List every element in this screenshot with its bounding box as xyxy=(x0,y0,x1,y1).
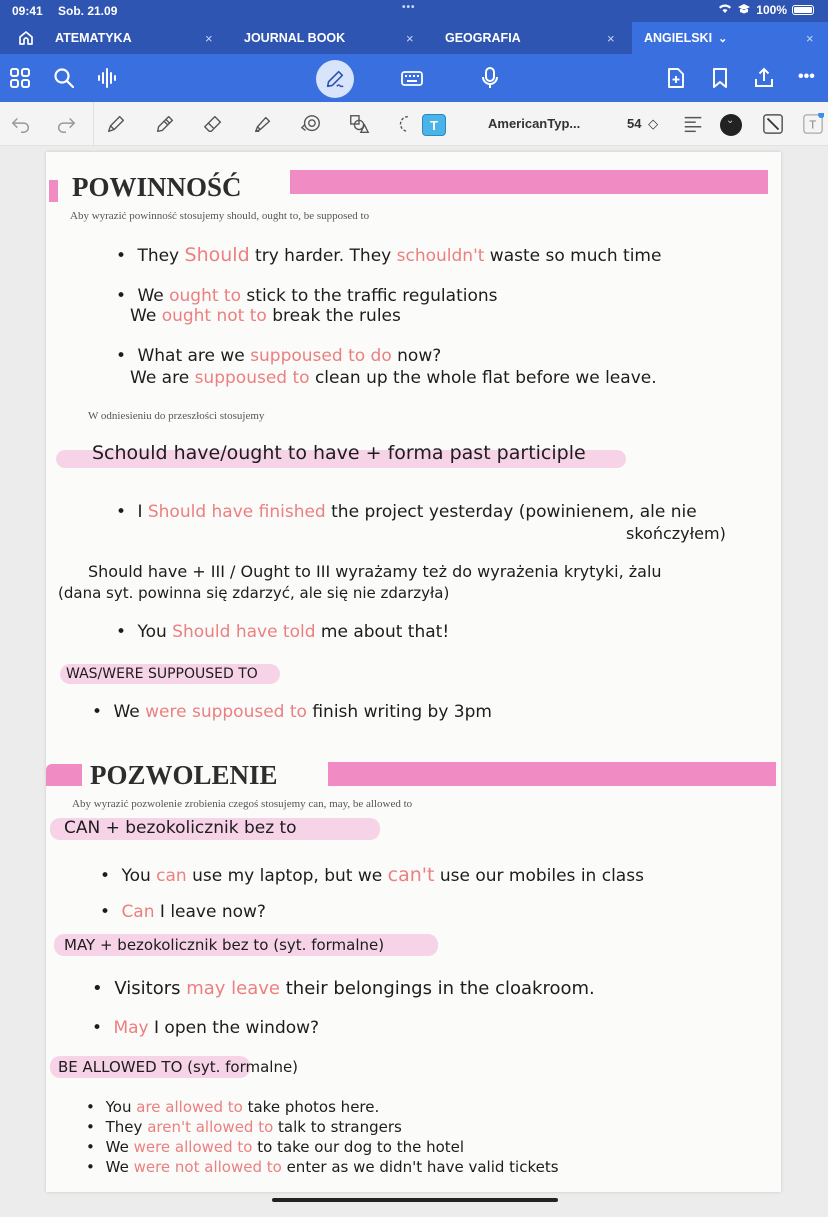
close-icon[interactable]: × xyxy=(607,30,615,46)
may-header: MAY + bezokolicznik bez to (syt. formalne) xyxy=(64,936,385,954)
status-bar xyxy=(0,0,828,22)
allowed-header: BE ALLOWED TO (syt. formalne) xyxy=(58,1058,299,1076)
example-line: • You are allowed to take photos here. xyxy=(86,1098,379,1116)
microphone-icon[interactable] xyxy=(478,66,502,90)
example-line: We ought not to break the rules xyxy=(130,306,401,326)
example-line: skończyłem) xyxy=(626,524,726,543)
battery-icon xyxy=(792,5,814,15)
example-line: • I Should have finished the project yesterday (powinienem, ale nie xyxy=(116,502,697,522)
lasso-tool-icon[interactable] xyxy=(395,113,417,135)
bookmark-icon[interactable] xyxy=(708,66,732,90)
tab-angielski[interactable] xyxy=(632,22,828,54)
date: Sob. 21.09 xyxy=(58,4,118,18)
wifi-icon xyxy=(718,3,732,17)
example-line: • We ought to stick to the traffic regulations xyxy=(116,286,498,306)
can-header: CAN + bezokolicznik bez to xyxy=(64,818,297,838)
section-marker xyxy=(46,764,82,786)
section-title-pozwolenie: POZWOLENIE xyxy=(90,760,278,790)
battery-percent: 100% xyxy=(756,3,787,17)
align-icon[interactable] xyxy=(682,113,704,135)
past-formula: Schould have/ought to have + forma past participle xyxy=(92,442,586,464)
add-page-icon[interactable] xyxy=(664,66,688,90)
main-toolbar xyxy=(0,54,828,102)
highlighter-tool-icon[interactable] xyxy=(252,113,274,135)
no-fill-icon[interactable] xyxy=(762,113,784,135)
section-title-powinnosc: POWINNOŚĆ xyxy=(72,172,242,202)
eraser-tool-icon[interactable] xyxy=(202,113,224,135)
tab-bar xyxy=(0,22,828,54)
undo-icon[interactable] xyxy=(10,113,32,135)
multitask-dots[interactable]: ••• xyxy=(402,2,416,13)
tab-label: GEOGRAFIA xyxy=(445,31,521,45)
example-line: • May I open the window? xyxy=(92,1018,319,1038)
notebook-page[interactable] xyxy=(46,152,781,1192)
example-line: • They aren't allowed to talk to strangers xyxy=(86,1118,402,1136)
redo-icon[interactable] xyxy=(55,113,77,135)
tab-label: ATEMATYKA xyxy=(55,31,132,45)
keyboard-icon[interactable] xyxy=(400,66,424,90)
example-line: • Can I leave now? xyxy=(100,902,266,922)
svg-text:T: T xyxy=(809,118,817,132)
section-subtitle: Aby wyrazić powinność stosujemy should, ought to, be supposed to xyxy=(70,210,370,222)
example-line: • They Should try harder. They schouldn't waste so much time xyxy=(116,244,661,266)
color-picker[interactable] xyxy=(720,114,742,136)
was-supposed-header: WAS/WERE SUPPOUSED TO xyxy=(66,666,258,682)
pen-icon xyxy=(324,68,346,90)
tab-geografia[interactable] xyxy=(430,22,630,54)
section-marker xyxy=(49,180,58,202)
close-icon[interactable]: × xyxy=(806,30,814,46)
close-icon[interactable]: × xyxy=(406,30,414,46)
section-subtitle: Aby wyrazić pozwolenie zrobienia czegoś stosujemy can, may, be allowed to xyxy=(72,798,413,810)
chevron-down-icon[interactable]: ⌄ xyxy=(718,32,728,45)
text-tool-icon[interactable]: T xyxy=(422,114,446,136)
pen-tool-icon[interactable] xyxy=(105,113,127,135)
focus-icon xyxy=(737,3,751,17)
pen-mode-button[interactable] xyxy=(316,60,354,98)
tab-matematyka[interactable] xyxy=(55,22,230,54)
grid-icon[interactable] xyxy=(8,66,32,90)
clock: 09:41 xyxy=(12,4,43,18)
section-title-bar xyxy=(328,762,776,786)
past-note: W odniesieniu do przeszłości stosujemy xyxy=(88,410,265,422)
home-icon[interactable] xyxy=(18,30,34,46)
text-box-icon[interactable] xyxy=(802,113,824,135)
close-icon[interactable]: × xyxy=(205,30,213,46)
example-line: • What are we suppoused to do now? xyxy=(116,346,441,366)
font-name-selector[interactable]: AmericanTyp... xyxy=(488,116,581,131)
font-size-stepper[interactable] xyxy=(627,116,658,132)
audio-icon[interactable] xyxy=(95,66,119,90)
tab-journal-book[interactable] xyxy=(244,22,424,54)
section-title-bar xyxy=(290,170,768,194)
example-line: We are suppoused to clean up the whole flat before we leave. xyxy=(130,368,657,388)
tape-tool-icon[interactable] xyxy=(300,113,322,135)
search-icon[interactable] xyxy=(52,66,76,90)
example-line: • We were suppoused to finish writing by 3pm xyxy=(92,702,492,722)
notebook-canvas[interactable] xyxy=(0,146,828,1217)
pencil-tool-icon[interactable] xyxy=(154,113,176,135)
regret-note: Should have + III / Ought to III wyrażamy też do wyrażenia krytyki, żalu xyxy=(88,562,662,581)
example-line: • We were not allowed to enter as we didn't have valid tickets xyxy=(86,1158,559,1176)
shapes-tool-icon[interactable] xyxy=(348,113,370,135)
example-line: • Visitors may leave their belongings in the cloakroom. xyxy=(92,978,595,999)
drawing-toolbar xyxy=(0,102,828,146)
home-indicator[interactable] xyxy=(272,1198,558,1202)
example-line: • We were allowed to to take our dog to the hotel xyxy=(86,1138,464,1156)
tab-label: ANGIELSKI xyxy=(644,31,713,45)
regret-note: (dana syt. powinna się zdarzyć, ale się nie zdarzyła) xyxy=(58,584,450,602)
tab-label: JOURNAL BOOK xyxy=(244,31,346,45)
font-size-value: 54 xyxy=(627,116,642,131)
example-line: • You can use my laptop, but we can't use our mobiles in class xyxy=(100,864,644,886)
stepper-icon[interactable]: ◇ xyxy=(648,116,659,131)
example-line: • You Should have told me about that! xyxy=(116,622,449,642)
share-icon[interactable] xyxy=(752,66,776,90)
divider xyxy=(93,102,94,146)
more-icon[interactable]: ••• xyxy=(798,68,815,85)
